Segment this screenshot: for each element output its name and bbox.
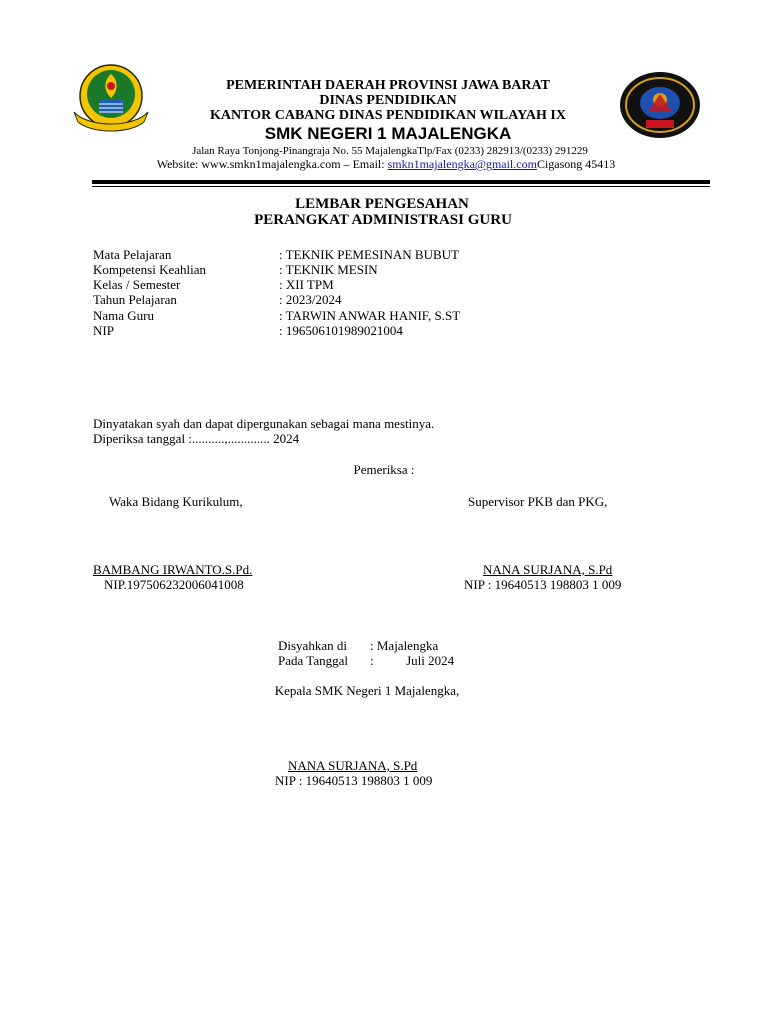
header-office-line: KANTOR CABANG DINAS PENDIDIKAN WILAYAH IX — [210, 108, 566, 123]
header-divider-thick — [92, 180, 710, 184]
left-signer-role: Waka Bidang Kurikulum, — [109, 494, 243, 509]
header-school-name: SMK NEGERI 1 MAJALENGKA — [264, 124, 512, 143]
website-text: Website: www.smkn1majalengka.com – Email: — [156, 157, 388, 171]
page-title-line2: PERANGKAT ADMINISTRASI GURU — [254, 212, 512, 228]
header-department-line: DINAS PENDIDIKAN — [319, 93, 457, 108]
header-government-line: PEMERINTAH DAERAH PROVINSI JAWA BARAT — [226, 78, 550, 93]
ratification-place-value: : Majalengka — [370, 638, 439, 653]
info-value-competency: : TEKNIK MESIN — [279, 262, 378, 277]
right-signer-nip: NIP : 19640513 198803 1 009 — [464, 577, 622, 592]
info-value-subject: : TEKNIK PEMESINAN BUBUT — [279, 247, 459, 262]
ratification-place-label: Disyahkan di — [278, 638, 347, 653]
info-label-teacher: Nama Guru — [93, 308, 155, 323]
header-address: Jalan Raya Tonjong-Pinangraja No. 55 MajalengkaTlp/Fax (0233) 282913/(0233) 291229 — [192, 145, 588, 157]
info-label-subject: Mata Pelajaran — [93, 247, 172, 262]
postal-text: Cigasong 45413 — [536, 157, 616, 171]
left-signer-nip: NIP.197506232006041008 — [104, 577, 244, 592]
ratification-date-value: : Juli 2024 — [370, 653, 455, 668]
headmaster-role: Kepala SMK Negeri 1 Majalengka, — [274, 683, 460, 698]
left-signer-name: BAMBANG IRWANTO.S.Pd. — [93, 562, 253, 577]
info-label-nip: NIP — [93, 323, 114, 338]
pemeriksa-label: Pemeriksa : — [353, 462, 415, 477]
headmaster-name: NANA SURJANA, S.Pd — [288, 758, 418, 773]
email-link[interactable]: smkn1majalengka@gmail.com — [387, 157, 537, 171]
ratification-date-label: Pada Tanggal — [278, 653, 348, 668]
statement-line1: Dinyatakan syah dan dapat dipergunakan sebagai mana mestinya. — [93, 416, 435, 431]
info-value-year: : 2023/2024 — [279, 292, 342, 307]
info-label-competency: Kompetensi Keahlian — [93, 262, 206, 277]
header-divider-thin — [92, 186, 710, 187]
statement-line2: Diperiksa tanggal :..........,............. 2024 — [93, 431, 300, 446]
info-label-year: Tahun Pelajaran — [93, 292, 177, 307]
info-label-class: Kelas / Semester — [93, 277, 181, 292]
header-contact-line — [0, 157, 768, 172]
info-value-nip: : 196506101989021004 — [279, 323, 403, 338]
info-value-teacher: : TARWIN ANWAR HANIF, S.ST — [279, 308, 461, 323]
headmaster-nip: NIP : 19640513 198803 1 009 — [275, 773, 433, 788]
right-signer-name: NANA SURJANA, S.Pd — [483, 562, 613, 577]
right-signer-role: Supervisor PKB dan PKG, — [468, 494, 608, 509]
info-value-class: : XII TPM — [279, 277, 334, 292]
page-title-line1: LEMBAR PENGESAHAN — [295, 196, 469, 212]
